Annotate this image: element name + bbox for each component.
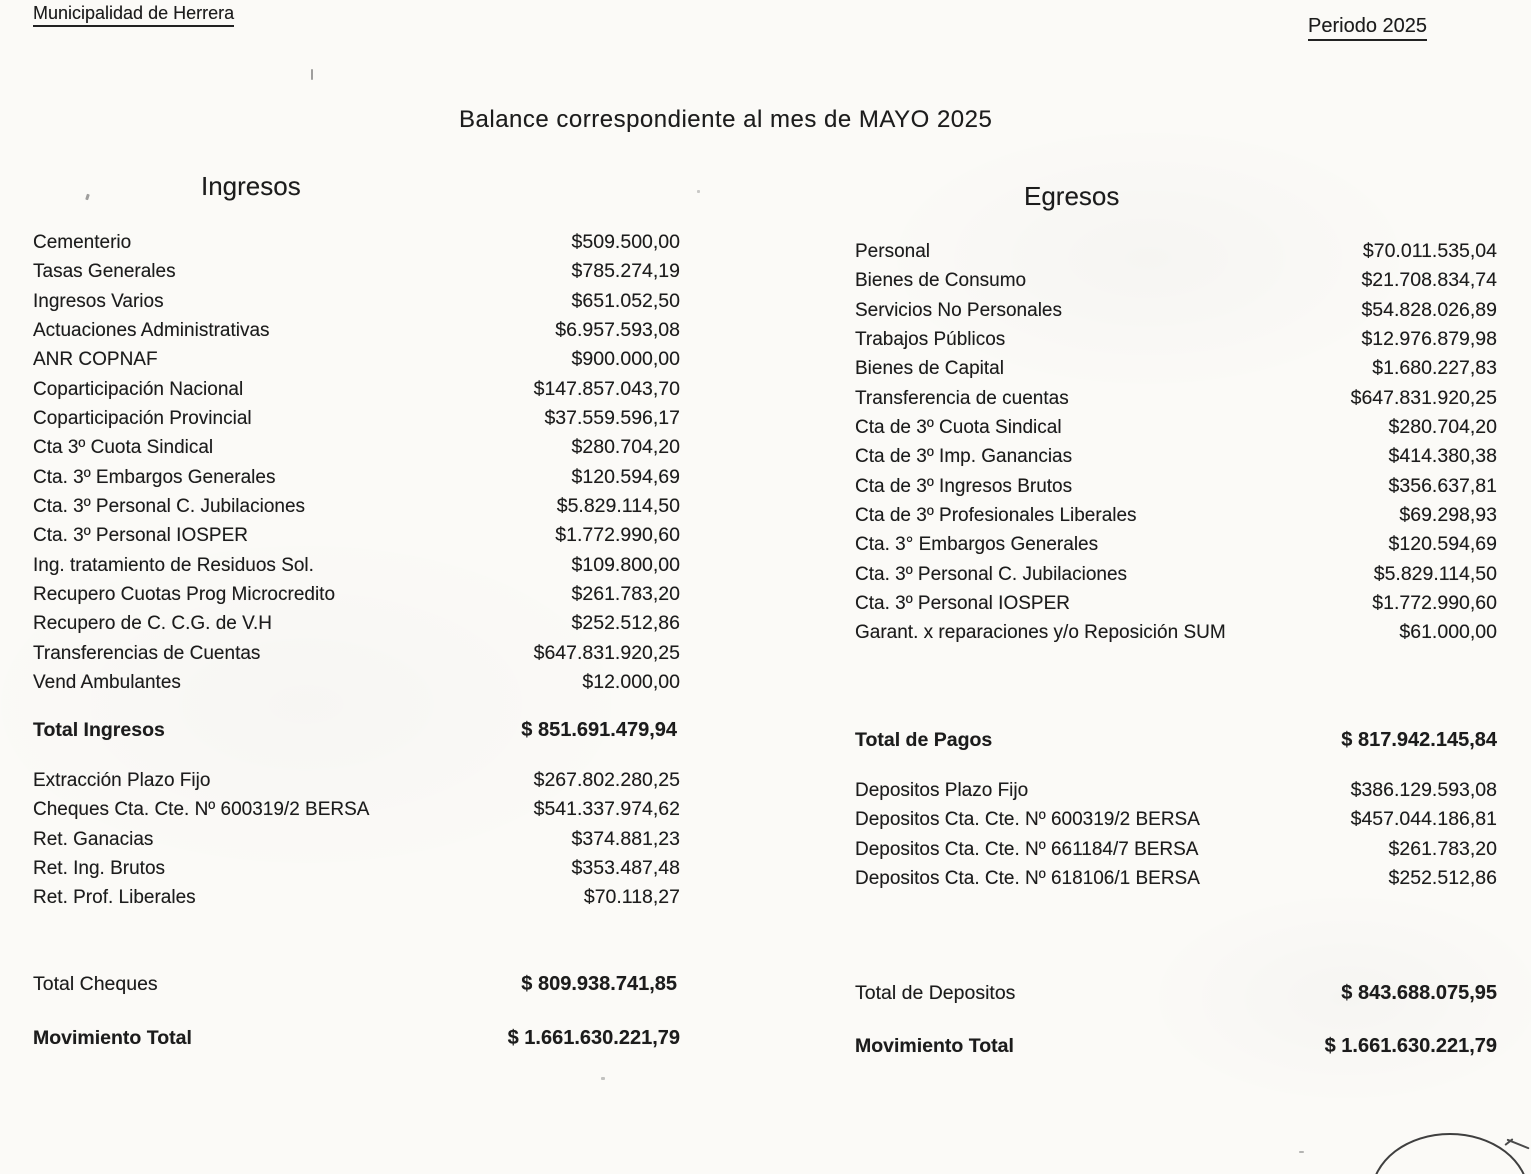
table-row (33, 795, 680, 824)
row-label: Depositos Plazo Fijo (855, 780, 1029, 801)
total-label: Total de Depositos (855, 982, 1016, 1004)
row-value: $414.380,38 (1388, 445, 1497, 468)
total-row (33, 714, 677, 746)
row-label: Bienes de Consumo (855, 270, 1027, 292)
total-row (33, 1022, 680, 1054)
total-value: $ 1.661.630.221,79 (1324, 1035, 1497, 1057)
total-pagos-row (855, 724, 1497, 756)
row-label: Cta. 3º Personal C. Jubilaciones (33, 496, 306, 518)
row-label: Transferencias de Cuentas (33, 642, 261, 664)
row-value: $120.594,69 (571, 465, 680, 488)
row-value: $261.783,20 (1388, 837, 1497, 860)
row-value: $252.512,86 (1388, 867, 1497, 890)
table-row (33, 883, 680, 912)
row-label: Cta. 3º Personal IOSPER (33, 525, 248, 547)
table-row (855, 384, 1497, 413)
table-row (33, 463, 680, 492)
table-row (33, 228, 680, 257)
table-row (33, 766, 680, 795)
row-label: Depositos Cta. Cte. Nº 661184/7 BERSA (855, 838, 1199, 860)
table-row (855, 530, 1497, 559)
row-label: Tasas Generales (33, 261, 176, 283)
row-value: $5.829.114,50 (1373, 562, 1497, 585)
total-label: Total de Pagos (855, 729, 993, 751)
stamp-outline (1371, 1133, 1529, 1174)
row-label: Ret. Prof. Liberales (33, 887, 196, 909)
row-label: Ret. Ganacias (33, 828, 154, 850)
row-value: $120.594,69 (1388, 533, 1497, 556)
row-label: Bienes de Capital (855, 358, 1004, 380)
table-row (855, 325, 1497, 354)
row-label: Personal (855, 241, 930, 262)
table-row (855, 589, 1497, 618)
row-value: $261.783,20 (571, 583, 680, 606)
row-value: $900.000,00 (571, 348, 680, 371)
row-value: $61.000,00 (1399, 621, 1497, 644)
row-value: $70.118,27 (583, 886, 680, 909)
table-row (855, 354, 1497, 383)
row-label: Depositos Cta. Cte. Nº 618106/1 BERSA (855, 868, 1200, 890)
table-row (33, 580, 680, 609)
table-row (855, 835, 1497, 864)
table-row (855, 805, 1497, 834)
row-value: $69.298,93 (1399, 504, 1497, 527)
row-value: $12.976.879,98 (1361, 328, 1497, 351)
row-label: Vend Ambulantes (33, 672, 181, 694)
row-label: Depositos Cta. Cte. Nº 600319/2 BERSA (855, 809, 1200, 831)
movimiento-total-egresos-row (855, 1030, 1497, 1062)
row-value: $280.704,20 (1388, 416, 1497, 439)
table-row (855, 776, 1497, 805)
row-label: Recupero Cuotas Prog Microcredito (33, 584, 336, 606)
table-row (33, 825, 680, 854)
row-value: $147.857.043,70 (533, 377, 680, 400)
total-label: Movimiento Total (33, 1027, 192, 1049)
row-value: $509.500,00 (571, 231, 680, 253)
row-label: Cta de 3º Profesionales Liberales (855, 505, 1137, 527)
row-label: Ret. Ing. Brutos (33, 858, 166, 880)
total-value: $ 1.661.630.221,79 (507, 1027, 680, 1049)
total-row (855, 977, 1497, 1009)
total-value: $ 851.691.479,94 (521, 719, 677, 741)
row-value: $651.052,50 (571, 289, 680, 312)
total-label: Movimiento Total (855, 1035, 1014, 1057)
row-value: $5.829.114,50 (556, 495, 680, 518)
row-label: Trabajos Públicos (855, 329, 1006, 351)
period-label: Periodo 2025 (1308, 15, 1427, 41)
row-value: $109.800,00 (571, 553, 680, 576)
table-row (855, 501, 1497, 530)
table-row (33, 609, 680, 638)
total-row (33, 968, 677, 1000)
row-label: Extracción Plazo Fijo (33, 770, 211, 791)
ingresos-heading: Ingresos (201, 171, 301, 201)
egresos-list (855, 237, 1497, 648)
row-value: $541.337.974,62 (533, 798, 680, 821)
table-row (33, 257, 680, 286)
total-value: $ 809.938.741,85 (521, 973, 677, 995)
egresos-heading: Egresos (1024, 181, 1120, 211)
total-row (855, 724, 1497, 756)
total-value: $ 817.942.145,84 (1341, 729, 1497, 751)
row-label: Coparticipación Provincial (33, 408, 252, 430)
row-value: $70.011.535,04 (1362, 240, 1497, 262)
row-label: Ing. tratamiento de Residuos Sol. (33, 554, 314, 576)
row-label: Cta 3º Cuota Sindical (33, 437, 214, 459)
row-value: $647.831.920,25 (1350, 386, 1497, 409)
row-value: $1.680.227,83 (1372, 357, 1497, 380)
scan-speck (601, 1077, 605, 1080)
table-row (33, 639, 680, 668)
scan-speck (311, 69, 313, 80)
row-value: $1.772.990,60 (1372, 592, 1497, 615)
row-value: $6.957.593,08 (555, 319, 680, 342)
row-label: Cta. 3º Personal IOSPER (855, 593, 1070, 615)
row-value: $457.044.186,81 (1350, 808, 1497, 831)
table-row (855, 237, 1497, 266)
total-depositos-row (855, 977, 1497, 1009)
total-ingresos-row (33, 714, 677, 746)
row-value: $386.129.593,08 (1350, 779, 1497, 801)
table-row (855, 618, 1497, 647)
row-label: Garant. x reparaciones y/o Reposición SUM (855, 622, 1226, 644)
row-label: Cta. 3° Embargos Generales (855, 534, 1099, 556)
row-label: Cementerio (33, 232, 132, 253)
row-label: Recupero de C. C.G. de V.H (33, 613, 273, 635)
org-name: Municipalidad de Herrera (33, 3, 234, 27)
row-label: Actuaciones Administrativas (33, 320, 270, 342)
table-row (33, 287, 680, 316)
row-value: $1.772.990,60 (555, 524, 680, 547)
table-row (33, 375, 680, 404)
row-value: $54.828.026,89 (1361, 298, 1497, 321)
depositos-list (855, 776, 1497, 893)
row-value: $647.831.920,25 (533, 641, 680, 664)
row-value: $37.559.596,17 (544, 407, 680, 430)
table-row (33, 433, 680, 462)
row-value: $252.512,86 (571, 612, 680, 635)
row-label: Cta de 3º Cuota Sindical (855, 417, 1062, 439)
total-label: Total Ingresos (33, 719, 165, 741)
table-row (855, 472, 1497, 501)
table-row (33, 492, 680, 521)
table-row (33, 521, 680, 550)
row-label: Cheques Cta. Cte. Nº 600319/2 BERSA (33, 799, 370, 821)
table-row (33, 404, 680, 433)
row-label: Cta de 3º Imp. Ganancias (855, 446, 1073, 468)
row-label: Transferencia de cuentas (855, 387, 1069, 409)
row-label: Servicios No Personales (855, 299, 1062, 321)
row-value: $21.708.834,74 (1361, 269, 1497, 292)
cheques-list (33, 766, 680, 913)
row-label: Cta. 3º Embargos Generales (33, 466, 276, 488)
table-row (33, 316, 680, 345)
table-row (855, 864, 1497, 893)
row-value: $374.881,23 (571, 827, 680, 850)
table-row (855, 560, 1497, 589)
total-cheques-row (33, 968, 677, 1000)
table-row (855, 442, 1497, 471)
table-row (855, 296, 1497, 325)
row-value: $356.637,81 (1388, 474, 1497, 497)
row-label: Coparticipación Nacional (33, 378, 244, 400)
row-label: Cta de 3º Ingresos Brutos (855, 475, 1073, 497)
table-row (33, 551, 680, 580)
ingresos-list (33, 228, 680, 698)
row-value: $785.274,19 (571, 260, 680, 283)
row-value: $267.802.280,25 (533, 769, 680, 791)
movimiento-total-ingresos-row (33, 1022, 680, 1054)
page-title: Balance correspondiente al mes de MAYO 2025 (459, 106, 993, 133)
scan-speck (85, 194, 90, 201)
total-value: $ 843.688.075,95 (1341, 982, 1497, 1004)
table-row (33, 668, 680, 697)
scan-speck (697, 190, 700, 193)
table-row (855, 266, 1497, 295)
row-label: ANR COPNAF (33, 349, 158, 371)
total-label: Total Cheques (33, 973, 158, 995)
row-label: Cta. 3º Personal C. Jubilaciones (855, 563, 1128, 585)
row-value: $353.487,48 (571, 857, 680, 880)
total-row (855, 1030, 1497, 1062)
table-row (33, 854, 680, 883)
row-label: Ingresos Varios (33, 290, 164, 312)
scan-speck (1299, 1151, 1304, 1153)
table-row (855, 413, 1497, 442)
row-value: $12.000,00 (582, 671, 680, 694)
row-value: $280.704,20 (571, 436, 680, 459)
table-row (33, 345, 680, 374)
